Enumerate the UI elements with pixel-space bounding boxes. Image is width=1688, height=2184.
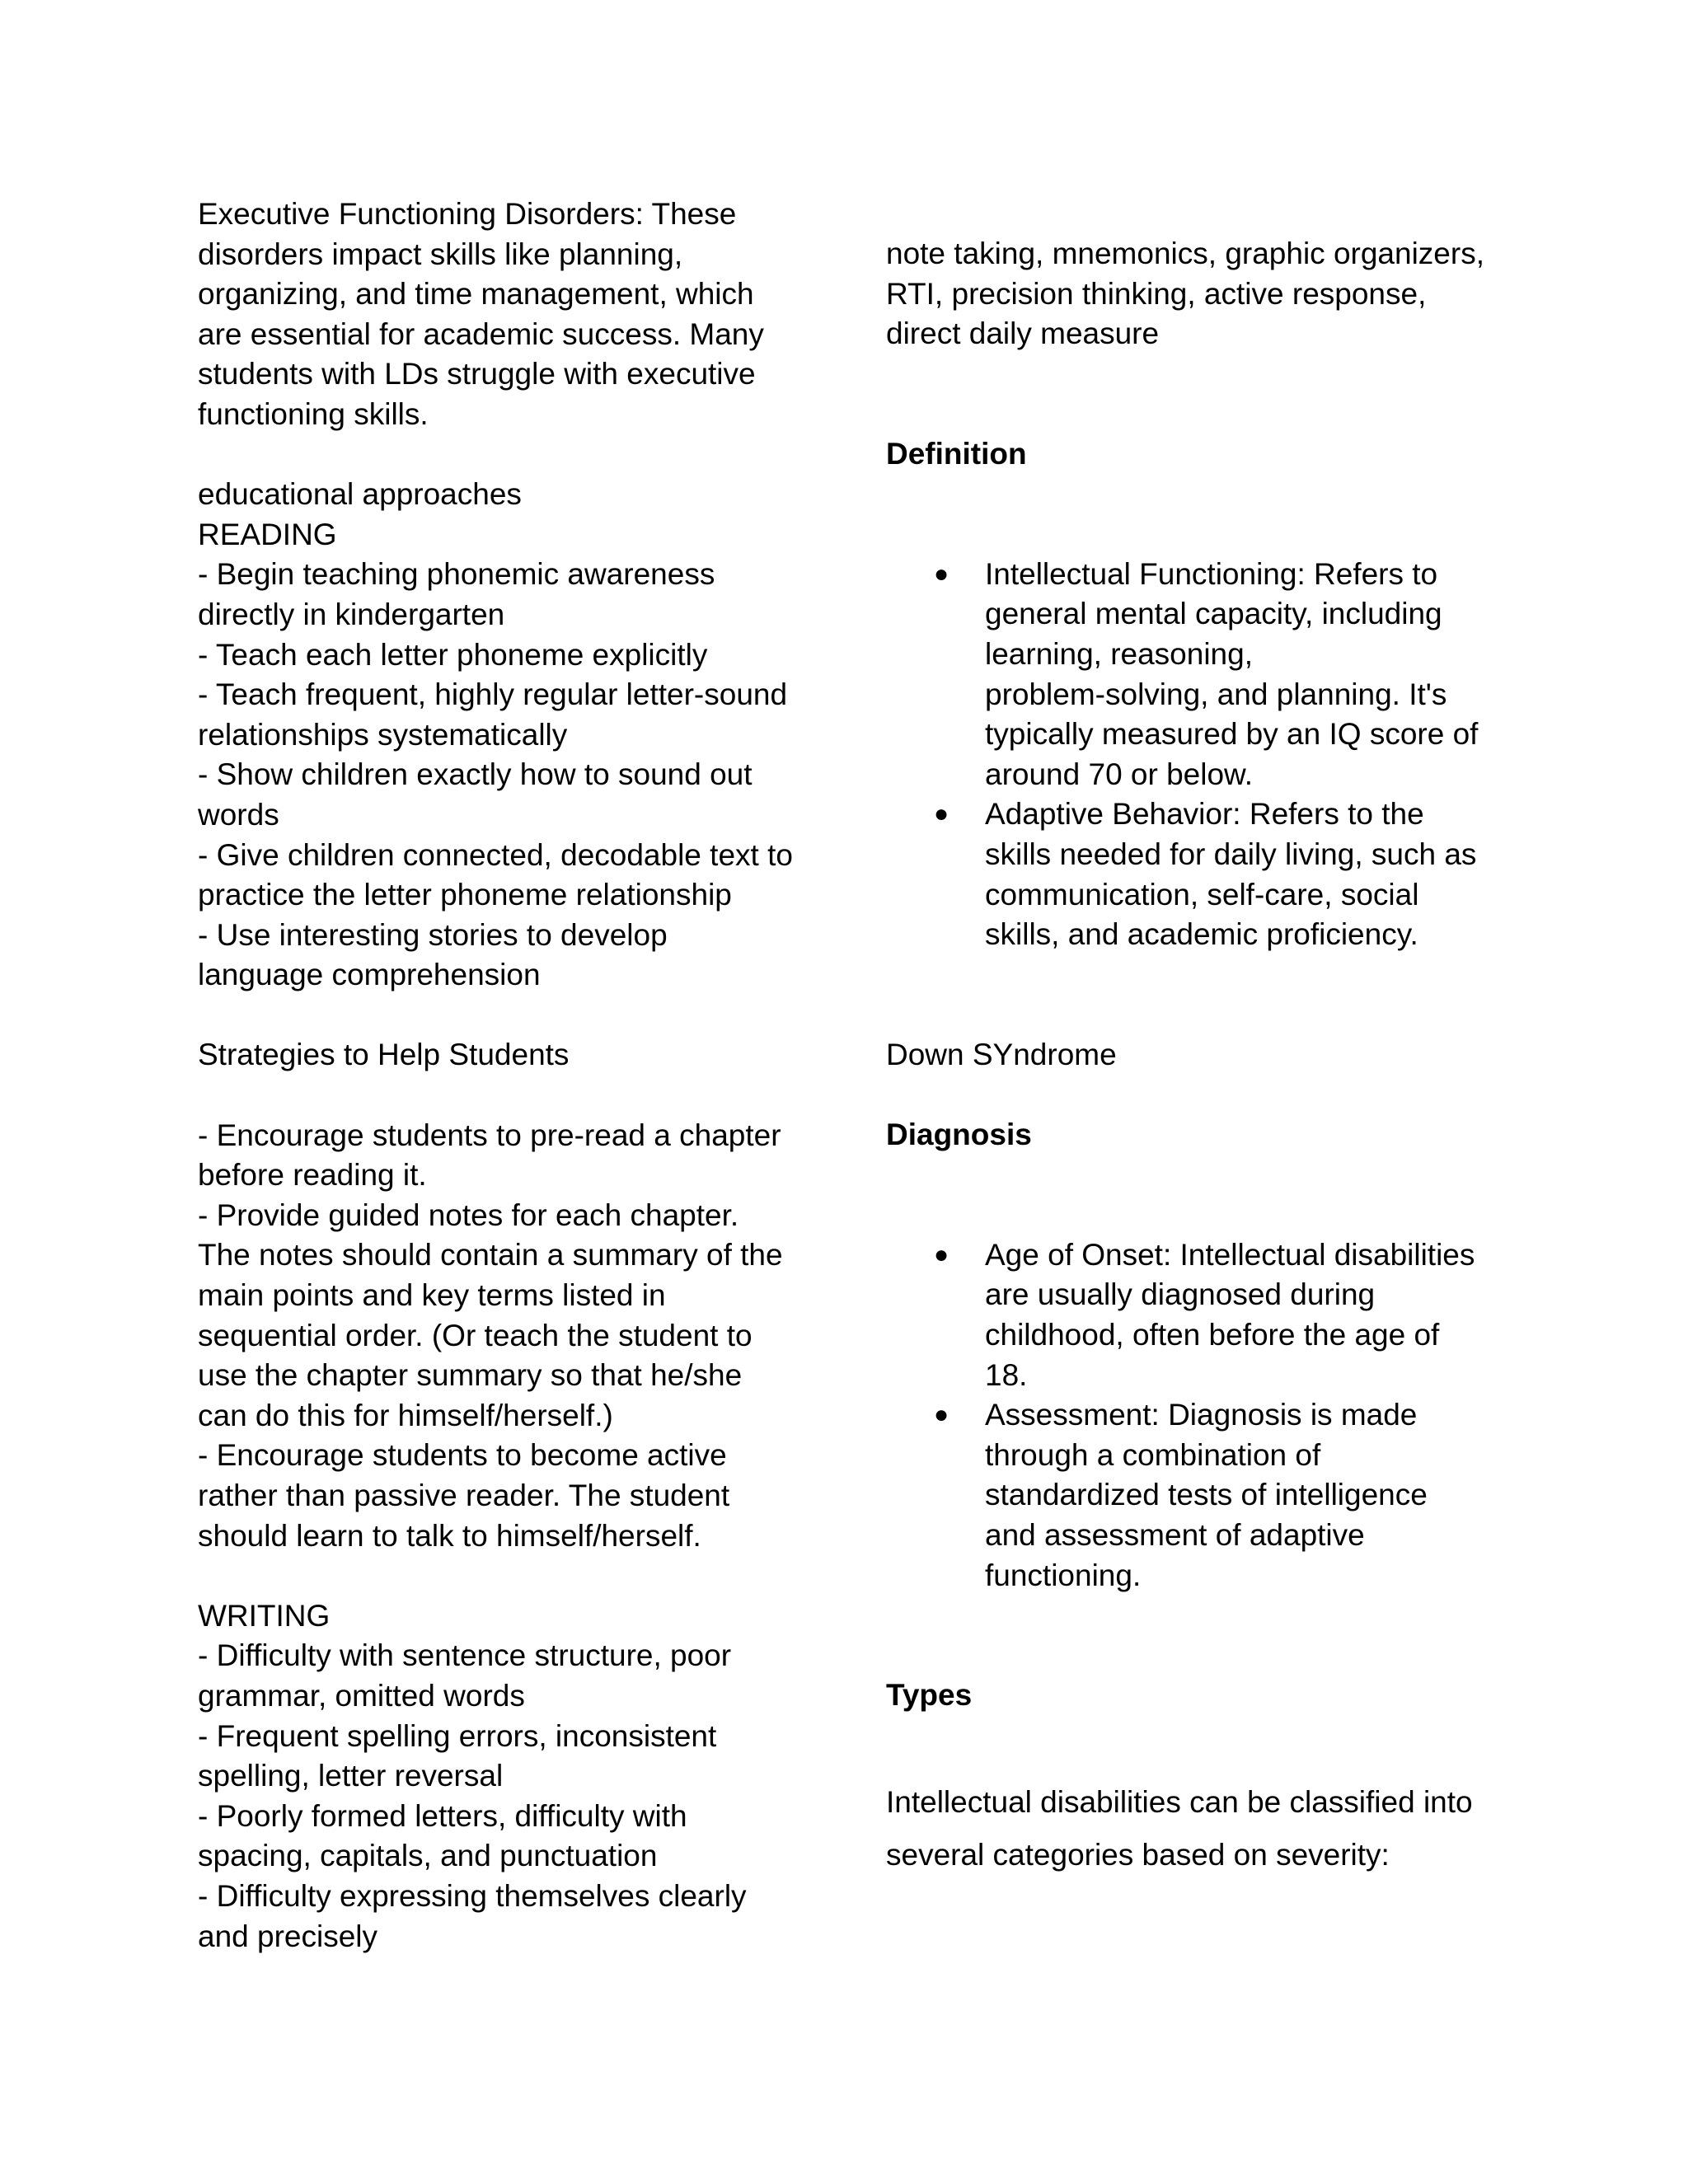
types-heading: Types bbox=[886, 1678, 973, 1713]
blank-line bbox=[886, 1155, 1496, 1196]
text-line: and precisely bbox=[198, 1919, 378, 1953]
text-line: - Provide guided notes for each chapter. bbox=[198, 1197, 739, 1232]
text-line: - Teach frequent, highly regular letter-sound bbox=[198, 677, 788, 712]
reading-list bbox=[198, 555, 808, 996]
blank-line bbox=[886, 995, 1496, 1035]
text-line: disorders impact skills like planning, bbox=[198, 237, 683, 271]
blank-line bbox=[198, 1556, 808, 1596]
definition-heading: Definition bbox=[886, 436, 1027, 471]
right-column bbox=[886, 234, 1496, 1882]
text-line: problem-solving, and planning. It's bbox=[985, 677, 1447, 711]
text-line: and assessment of adaptive bbox=[985, 1518, 1365, 1552]
text-line: are essential for academic success. Many bbox=[198, 316, 764, 351]
text-line: direct daily measure bbox=[886, 316, 1160, 351]
text-line: use the chapter summary so that he/she bbox=[198, 1358, 743, 1393]
strategies-label: Strategies to Help Students bbox=[198, 1038, 570, 1072]
text-line: words bbox=[198, 797, 279, 832]
strategies-continued-paragraph bbox=[886, 234, 1496, 354]
left-column bbox=[198, 194, 808, 1957]
blank-line bbox=[886, 1756, 1496, 1776]
text-line: - Teach each letter phoneme explicitly bbox=[198, 637, 708, 672]
blank-line bbox=[886, 1596, 1496, 1636]
bullet-icon: ● bbox=[934, 1240, 950, 1268]
text-line: - Give children connected, decodable text to bbox=[198, 837, 793, 872]
blank-line bbox=[886, 354, 1496, 395]
text-line: - Difficulty expressing themselves clearly bbox=[198, 1878, 747, 1913]
definition-bullet-list bbox=[886, 555, 1496, 955]
text-line: communication, self-care, social bbox=[985, 877, 1419, 912]
bullet-item bbox=[886, 555, 1496, 795]
text-line: The notes should contain a summary of the bbox=[198, 1238, 783, 1272]
text-line: sequential order. (Or teach the student to bbox=[198, 1318, 753, 1352]
bullet-icon: ● bbox=[934, 560, 950, 588]
text-line: Executive Functioning Disorders: These bbox=[198, 197, 737, 231]
text-line: spacing, capitals, and punctuation bbox=[198, 1839, 658, 1873]
blank-line bbox=[886, 1195, 1496, 1235]
text-line: main points and key terms listed in bbox=[198, 1278, 666, 1313]
blank-line bbox=[886, 955, 1496, 996]
text-line: - Use interesting stories to develop bbox=[198, 917, 668, 952]
text-line: grammar, omitted words bbox=[198, 1678, 525, 1713]
bullet-icon: ● bbox=[934, 1401, 950, 1429]
text-line: - Encourage students to become active bbox=[198, 1438, 727, 1473]
bullet-item bbox=[886, 794, 1496, 954]
blank-line bbox=[886, 1716, 1496, 1756]
text-line: several categories based on severity: bbox=[886, 1837, 1390, 1872]
writing-list bbox=[198, 1636, 808, 1957]
text-line: students with LDs struggle with executive bbox=[198, 357, 756, 391]
text-line: around 70 or below. bbox=[985, 757, 1254, 791]
text-line: spelling, letter reversal bbox=[198, 1759, 504, 1793]
text-line: Intellectual disabilities can be classified into bbox=[886, 1784, 1473, 1819]
text-line: - Show children exactly how to sound out bbox=[198, 757, 753, 792]
writing-label: WRITING bbox=[198, 1598, 331, 1633]
text-line: are usually diagnosed during bbox=[985, 1277, 1376, 1312]
text-line: - Poorly formed letters, difficulty with bbox=[198, 1798, 687, 1833]
text-line: through a combination of bbox=[985, 1437, 1321, 1472]
bullet-item bbox=[886, 1235, 1496, 1395]
text-line: standardized tests of intelligence bbox=[985, 1478, 1428, 1512]
blank-line bbox=[198, 996, 808, 1036]
blank-line bbox=[886, 475, 1496, 515]
bullet-icon: ● bbox=[934, 800, 950, 828]
text-line: directly in kindergarten bbox=[198, 597, 505, 631]
text-line: skills, and academic proficiency. bbox=[985, 917, 1418, 952]
text-line: - Difficulty with sentence structure, poor bbox=[198, 1638, 732, 1673]
text-line: practice the letter phoneme relationship bbox=[198, 878, 732, 912]
bullet-item bbox=[886, 1395, 1496, 1596]
text-line: - Begin teaching phonemic awareness bbox=[198, 557, 715, 592]
text-line: can do this for himself/herself.) bbox=[198, 1398, 613, 1432]
text-line: - Encourage students to pre-read a chapter bbox=[198, 1118, 781, 1152]
text-line: should learn to talk to himself/herself. bbox=[198, 1518, 701, 1553]
blank-line bbox=[886, 1636, 1496, 1676]
text-line: note taking, mnemonics, graphic organizers, bbox=[886, 237, 1484, 270]
types-paragraph bbox=[886, 1776, 1496, 1882]
blank-line bbox=[198, 1076, 808, 1116]
text-line: learning, reasoning, bbox=[985, 636, 1253, 671]
text-line: functioning. bbox=[985, 1558, 1142, 1592]
text-line: before reading it. bbox=[198, 1158, 427, 1193]
text-line: Age of Onset: Intellectual disabilities bbox=[985, 1237, 1475, 1272]
text-line: functioning skills. bbox=[198, 396, 429, 431]
text-line: skills needed for daily living, such as bbox=[985, 837, 1477, 871]
text-line: rather than passive reader. The student bbox=[198, 1479, 730, 1512]
blank-line bbox=[886, 1075, 1496, 1115]
text-line: childhood, often before the age of bbox=[985, 1318, 1440, 1352]
blank-line bbox=[198, 435, 808, 476]
diagnosis-heading: Diagnosis bbox=[886, 1118, 1032, 1152]
down-syndrome-label: Down SYndrome bbox=[886, 1037, 1117, 1071]
reading-label: READING bbox=[198, 517, 337, 551]
text-line: relationships systematically bbox=[198, 717, 568, 752]
text-line: language comprehension bbox=[198, 958, 541, 992]
executive-functioning-paragraph bbox=[198, 194, 808, 435]
educational-approaches-label: educational approaches bbox=[198, 477, 522, 512]
text-line: Intellectual Functioning: Refers to bbox=[985, 556, 1438, 591]
strategies-list bbox=[198, 1116, 808, 1557]
text-line: - Frequent spelling errors, inconsistent bbox=[198, 1718, 717, 1753]
text-line: 18. bbox=[985, 1357, 1028, 1392]
blank-line bbox=[886, 394, 1496, 434]
blank-line bbox=[886, 514, 1496, 555]
text-line: RTI, precision thinking, active response, bbox=[886, 276, 1427, 311]
text-line: Assessment: Diagnosis is made bbox=[985, 1398, 1418, 1432]
text-line: organizing, and time management, which bbox=[198, 277, 754, 312]
diagnosis-bullet-list bbox=[886, 1235, 1496, 1596]
text-line: typically measured by an IQ score of bbox=[985, 717, 1479, 752]
text-line: general mental capacity, including bbox=[985, 597, 1442, 631]
text-line: Adaptive Behavior: Refers to the bbox=[985, 797, 1424, 832]
